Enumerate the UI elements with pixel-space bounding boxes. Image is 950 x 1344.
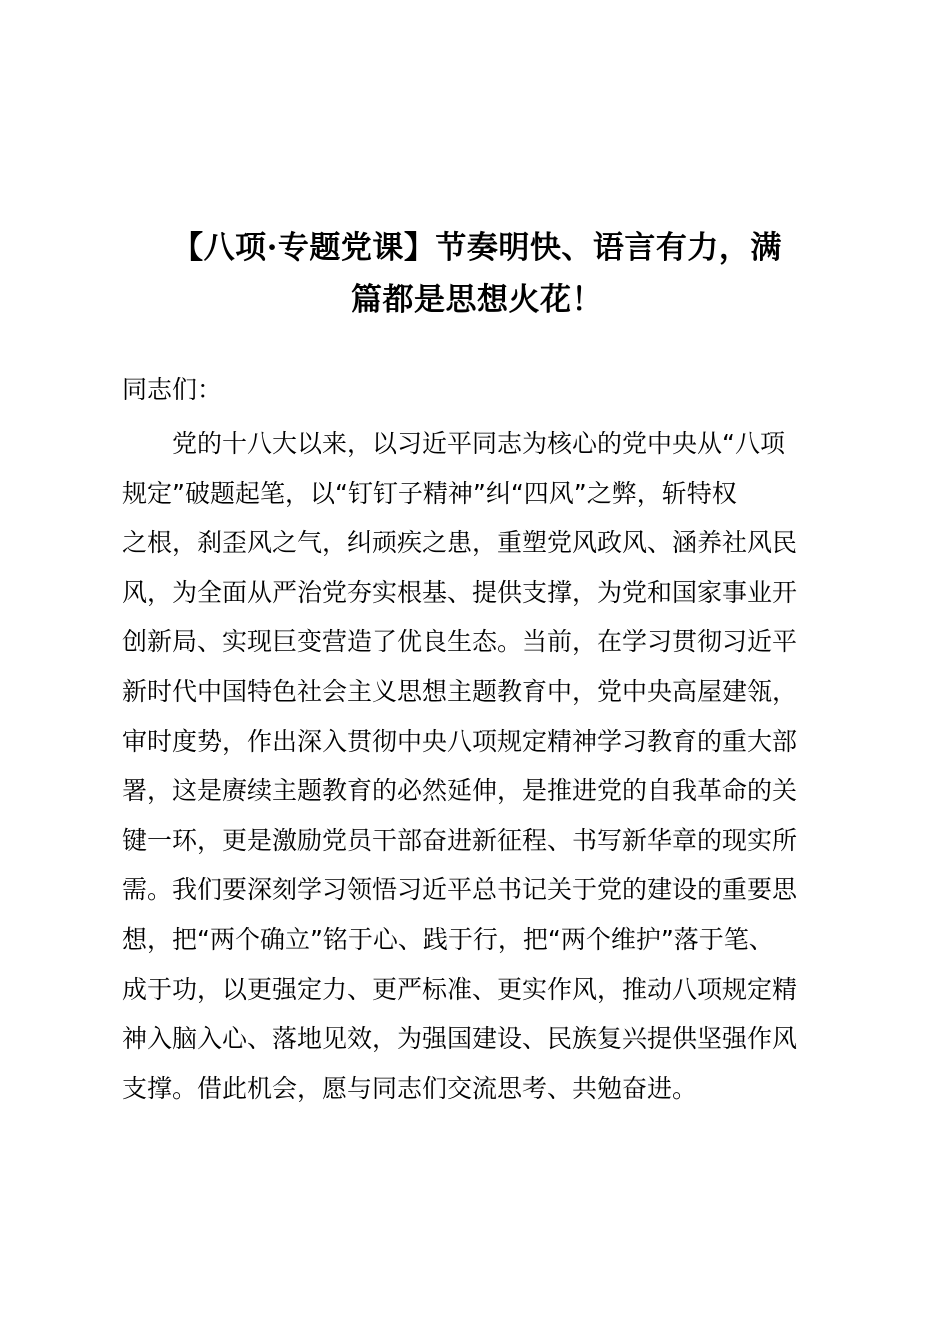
salutation: 同志们： xyxy=(122,375,223,404)
paragraph-line: 审时度势，作出深入贯彻中央八项规定精神学习教育的重大部 xyxy=(122,726,798,756)
paragraph-line: 成于功，以更强定力、更严标准、更实作风，推动八项规定精 xyxy=(122,974,798,1004)
paragraph-line: 创新局、实现巨变营造了优良生态。当前，在学习贯彻习近平 xyxy=(122,627,798,657)
paragraph-line: 风，为全面从严治党夯实根基、提供支撑，为党和国家事业开 xyxy=(122,577,798,607)
paragraph-line: 党的十八大以来，以习近平同志为核心的党中央从“八项 xyxy=(172,429,785,458)
title-line-2: 篇都是思想火花！ xyxy=(351,282,603,318)
body-paragraph xyxy=(122,419,842,1113)
paragraph-line: 规定”破题起笔，以“钉钉子精神”纠“四风”之弊，斩特权 xyxy=(122,478,737,508)
paragraph-line: 需。我们要深刻学习领悟习近平总书记关于党的建设的重要思 xyxy=(122,875,798,905)
paragraph-line: 新时代中国特色社会主义思想主题教育中，党中央高屋建瓴， xyxy=(122,676,798,706)
paragraph-line: 键一环，更是激励党员干部奋进新征程、书写新华章的现实所 xyxy=(122,825,798,855)
document-title xyxy=(122,222,832,326)
title-line-1: 【八项·专题党课】节奏明快、语言有力，满 xyxy=(172,230,782,266)
paragraph-line: 支撑。借此机会，愿与同志们交流思考、共勉奋进。 xyxy=(122,1073,698,1103)
paragraph-line: 之根，刹歪风之气，纠顽疾之患，重塑党风政风、涵养社风民 xyxy=(122,528,798,558)
paragraph-line: 署，这是赓续主题教育的必然延伸，是推进党的自我革命的关 xyxy=(122,776,798,806)
paragraph-line: 想，把“两个确立”铭于心、践于行，把“两个维护”落于笔、 xyxy=(122,924,774,954)
paragraph-line: 神入脑入心、落地见效，为强国建设、民族复兴提供坚强作风 xyxy=(122,1024,798,1054)
